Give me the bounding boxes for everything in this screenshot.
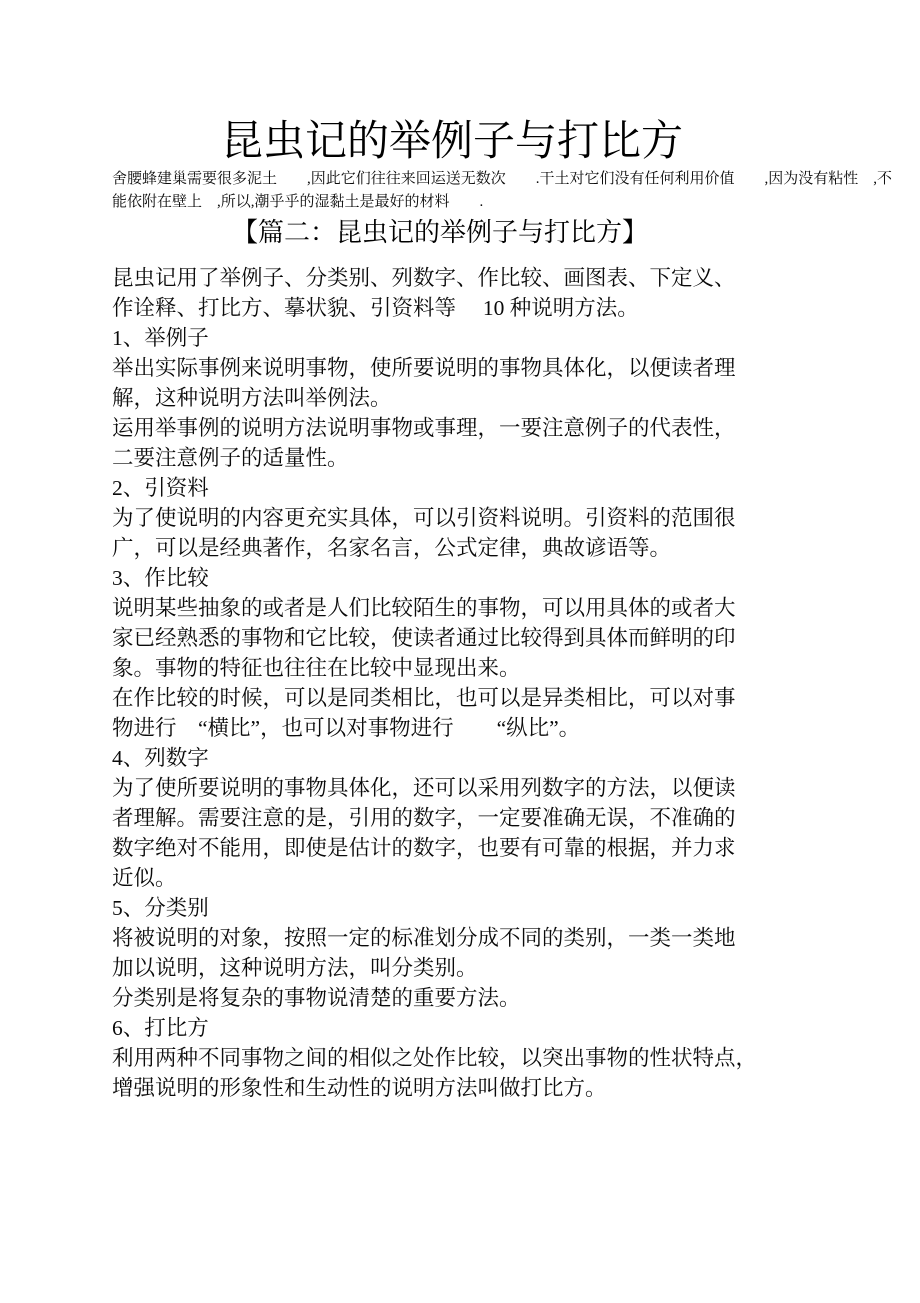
text-line: 广，可以是经典著作，名家名言，公式定律，典故谚语等。 xyxy=(112,536,672,560)
text-line: 象。事物的特征也往往在比较中显现出来。 xyxy=(112,656,521,680)
document-title: 昆虫记的举例子与打比方 xyxy=(220,119,683,165)
body-text xyxy=(0,263,920,1103)
section-subtitle: 【篇二：昆虫记的举例子与打比方】 xyxy=(231,218,648,247)
text-line: 解，这种说明方法叫举例法。 xyxy=(112,386,392,410)
text-line: 增强说明的形象性和生动性的说明方法叫做打比方。 xyxy=(112,1076,607,1100)
text-line: 物进行 “横比”，也可以对事物进行 “纵比”。 xyxy=(112,716,581,740)
text-line: 在作比较的时候，可以是同类相比，也可以是异类相比，可以对事 xyxy=(112,686,736,710)
text-line: 近似。 xyxy=(112,866,177,890)
intro-paragraph xyxy=(0,168,920,214)
text-line: 说明某些抽象的或者是人们比较陌生的事物，可以用具体的或者大 xyxy=(112,596,736,620)
text-line: 加以说明，这种说明方法，叫分类别。 xyxy=(112,956,478,980)
text-line: 利用两种不同事物之间的相似之处作比较，以突出事物的性状特点， xyxy=(112,1046,758,1070)
numbered-heading: 3、作比较 xyxy=(112,566,209,590)
text-line: 分类别是将复杂的事物说清楚的重要方法。 xyxy=(112,986,521,1010)
text-line: 昆虫记用了举例子、分类别、列数字、作比较、画图表、下定义、 xyxy=(112,266,736,290)
numbered-heading: 4、列数字 xyxy=(112,746,209,770)
text-line: 为了使所要说明的事物具体化，还可以采用列数字的方法，以便读 xyxy=(112,776,736,800)
intro-line: 舍腰蜂建巢需要很多泥土 ,因此它们往往来回运送无数次 .干土对它们没有任何利用价值 ,因为没有粘性 ,不 xyxy=(112,171,893,187)
text-line: 二要注意例子的适量性。 xyxy=(112,446,349,470)
text-line: 者理解。需要注意的是，引用的数字，一定要准确无误，不准确的 xyxy=(112,806,736,830)
numbered-heading: 1、举例子 xyxy=(112,326,209,350)
text-line: 举出实际事例来说明事物，使所要说明的事物具体化，以便读者理 xyxy=(112,356,736,380)
numbered-heading: 2、引资料 xyxy=(112,476,209,500)
numbered-heading: 5、分类别 xyxy=(112,896,209,920)
text-line: 将被说明的对象，按照一定的标准划分成不同的类别，一类一类地 xyxy=(112,926,736,950)
text-line: 家已经熟悉的事物和它比较，使读者通过比较得到具体而鲜明的印 xyxy=(112,626,736,650)
intro-line: 能依附在壁上 ,所以,潮乎乎的湿黏土是最好的材料 . xyxy=(112,194,484,210)
text-line: 作诠释、打比方、摹状貌、引资料等 10 种说明方法。 xyxy=(112,296,639,320)
text-line: 运用举事例的说明方法说明事物或事理，一要注意例子的代表性， xyxy=(112,416,736,440)
numbered-heading: 6、打比方 xyxy=(112,1016,209,1040)
text-line: 为了使说明的内容更充实具体，可以引资料说明。引资料的范围很 xyxy=(112,506,736,530)
text-line: 数字绝对不能用，即使是估计的数字，也要有可靠的根据，并力求 xyxy=(112,836,736,860)
